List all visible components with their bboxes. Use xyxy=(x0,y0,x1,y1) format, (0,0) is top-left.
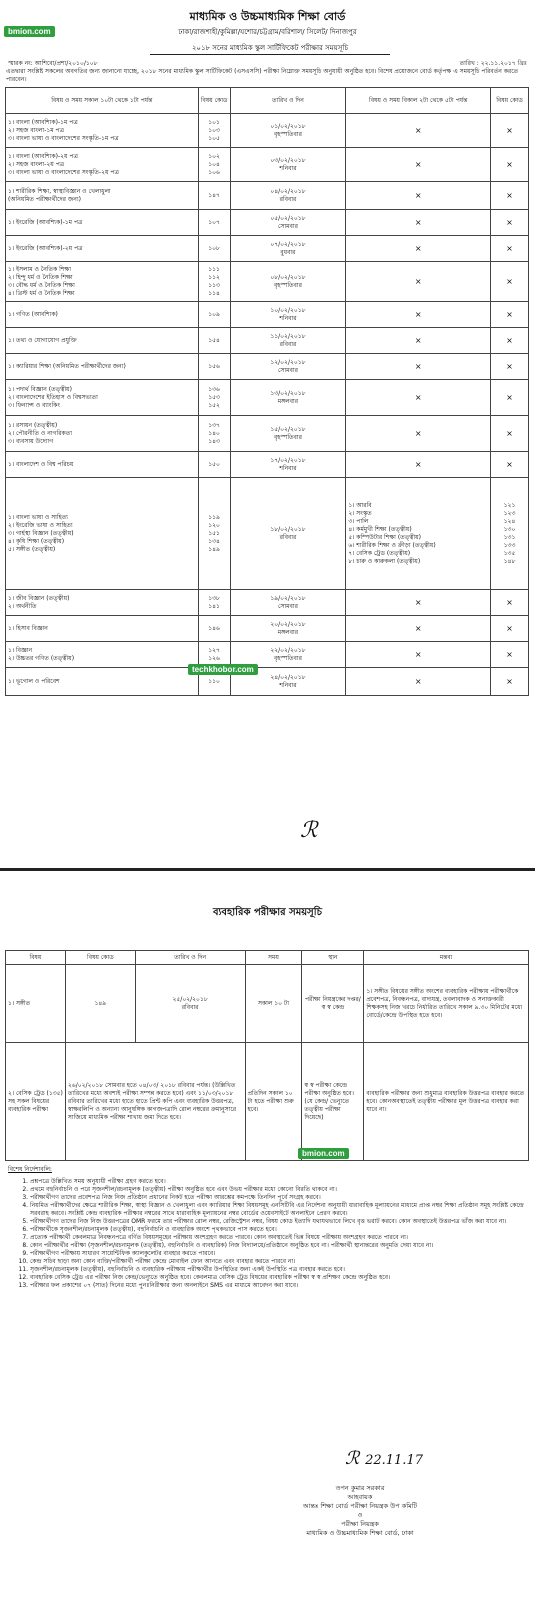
row-date: ০৪/০২/২০১৮ রবিবার xyxy=(230,182,346,210)
row-date: ০৫/০২/২০১৮ সোমবার xyxy=(230,210,346,236)
intro-paragraph: এতদ্বারা সংশ্লিষ্ট সকলের অবগতির জন্য জানানো যাচ্ছে, ২০১৮ সনের মাধ্যমিক স্কুল সার্টিফিকেট (এসএসসি) পরীক্ষা নিম্নোক্ত সময়সূচি অনুযায়ী অনুষ্ঠিত হবে। বিশেষ প্রয়োজনে বোর্ড কর্তৃপক্ষ এ সময়সূচি পরিবর্তন করতে পারবেন। xyxy=(6,68,519,83)
row-codes: ১৩৭ ১৪০ ১৪৩ xyxy=(198,416,230,452)
row-codes: ১৫৬ xyxy=(198,354,230,380)
row-codes: ১৪৭ xyxy=(198,182,230,210)
schedule-row xyxy=(6,210,529,236)
row-afternoon-subjects: × xyxy=(346,302,491,328)
header-code-2: বিষয় কোড xyxy=(491,88,529,114)
issue-date: তারিখ : ২২.১১.২০১৭ খ্রিঃ xyxy=(459,60,527,67)
header-afternoon-subject: বিষয় ও সময় বিকাল ২টা থেকে ৫টা পর্যন্ত xyxy=(346,88,491,114)
row-afternoon-codes: × xyxy=(491,452,529,478)
schedule-row xyxy=(6,236,529,262)
p-code: ১৪৯ xyxy=(65,965,135,1043)
p-header-date: তারিখ ও দিন xyxy=(135,951,245,965)
p-header-time: সময় xyxy=(245,951,302,965)
theory-schedule-table xyxy=(5,87,529,696)
note-item: 5. পরীক্ষার্থীগণ তাদের নিজ নিজ উত্তরপত্রের OMR ফরমে তার পরীক্ষার রোল নম্বর, রেজিস্ট্রেশন নম্বর, বিষয় কোড ইত্যাদি যথাযথভাবে লিখে বৃত্ত ভরাট করবে। কোন অবস্থাতেই উত্তরপত্র ভাঁজ করা যাবে না। xyxy=(30,1218,528,1226)
signatory-and: ও xyxy=(357,1511,363,1519)
note-item: 12. ব্যবহারিক বেসিক ট্রেড এর পরীক্ষা নিজ কেন্দ্র/ভেন্যুতে অনুষ্ঠিত হবে। কেবলমাত্র বেসিক ট্রেড বিষয়ের ব্যবহারিক পরীক্ষা স্ব স্ব প্রশিক্ষণ কেন্দ্রে অনুষ্ঠিত হবে। xyxy=(30,1274,528,1282)
row-afternoon-subjects: × xyxy=(346,114,491,148)
row-afternoon-subjects: × xyxy=(346,642,491,668)
note-item: 4. নিয়মিত পরীক্ষার্থীদের ক্ষেত্রে শারীরিক শিক্ষা, স্বাস্থ্য বিজ্ঞান ও খেলাধুলা এবং ক্যারিয়ার শিক্ষা বিষয়সমূহ এনসিটিবি এর নির্দেশনা অনুযায়ী ধারাবাহিক মূল্যায়নের মাধ্যমে প্রাপ্ত নম্বর শিক্ষা প্রতিষ্ঠান সমূহ সংশ্লিষ্ট কেন্দ্রে সরবরাহ করবে। সংশ্লিষ্ট কেন্দ্র ব্যবহারিক পরীক্ষার নম্বরের সাথে ধারাবাহিক মূল্যায়নের নম্বর বোর্ডের ওয়েবসাইটে অনলাইনে প্রেরণ করবে। xyxy=(30,1202,528,1218)
row-subjects: ১। বাংলা (আবশ্যিক)-১ম পত্র ২। সহজ বাংলা-১ম পত্র ৩। বাংলা ভাষা ও বাংলাদেশের সংস্কৃতি-১ম পত্র xyxy=(6,114,199,148)
schedule-row xyxy=(6,590,529,616)
note-item: 1. প্রশ্নপত্রে উল্লিখিত সময় অনুযায়ী পরীক্ষা গ্রহণ করতে হবে। xyxy=(30,1178,528,1186)
note-item: 9. পরীক্ষার্থীগণ পরীক্ষায় সাধারণ সায়েন্টিফিক ক্যালকুলেটর ব্যবহার করতে পারবে। xyxy=(30,1250,528,1258)
schedule-row xyxy=(6,262,529,302)
row-date: ১৫/০২/২০১৮ বৃহস্পতিবার xyxy=(230,416,346,452)
row-afternoon-subjects: × xyxy=(346,616,491,642)
row-subjects: ১। বিজ্ঞান ২। উচ্চতর গণিত (তত্ত্বীয়) xyxy=(6,642,199,668)
watermark-techkhobor: techkhobor.com xyxy=(188,664,258,675)
schedule-row xyxy=(6,478,529,590)
note-item: 13. পরীক্ষার ফল প্রকাশের ০৭ (সাত) দিনের মধ্যে পুনঃনিরীক্ষার জন্য অনলাইনে SMS এর মাধ্যমে আবেদন করা যাবে। xyxy=(30,1282,528,1290)
row-date: ০৩/০২/২০১৮ শনিবার xyxy=(230,148,346,182)
row-codes: ১৩৬ ১৫৩ ১৫২ xyxy=(198,380,230,416)
theory-table-body xyxy=(6,114,529,696)
note-item: 2. প্রথমে বহুনির্বাচনি ও পরে সৃজনশীল/রচনামূলক (তত্ত্বীয়) পরীক্ষা অনুষ্ঠিত হবে এবং উভয় পরীক্ষার মধ্যে কোনো বিরতি থাকবে না। xyxy=(30,1186,528,1194)
schedule-row xyxy=(6,380,529,416)
row-afternoon-subjects: × xyxy=(346,262,491,302)
row-date: ১৯/০২/২০১৮ সোমবার xyxy=(230,590,346,616)
signatory-block xyxy=(250,1484,470,1538)
row-afternoon-codes: × xyxy=(491,380,529,416)
special-instructions xyxy=(8,1166,528,1290)
schedule-row xyxy=(6,182,529,210)
row-date: ২২/০২/২০১৮ বৃহস্পতিবার xyxy=(230,642,346,668)
p-header-code: বিষয় কোড xyxy=(65,951,135,965)
row-afternoon-codes: × xyxy=(491,328,529,354)
note-item: 10. কেন্দ্র সচিব ছাড়া অন্য কোন ব্যক্তি/পরীক্ষার্থী পরীক্ষা কেন্দ্রে মোবাইল ফোন আনতে এবং ব্যবহার করতে পারবে না। xyxy=(30,1258,528,1266)
row-codes: ১২৭ ১২৬ xyxy=(198,642,230,668)
notes-title: বিশেষ নির্দেশাবলি: xyxy=(8,1166,52,1173)
row-subjects: ১। বাংলা (আবশ্যিক)-২য় পত্র ২। সহজ বাংলা-২য় পত্র ৩। বাংলা ভাষা ও বাংলাদেশের সংস্কৃতি-২য় পত্র xyxy=(6,148,199,182)
row-codes: ১৫৪ xyxy=(198,328,230,354)
schedule-row xyxy=(6,148,529,182)
row-subjects: ১। ইংরেজি (আবশ্যিক)-১ম পত্র xyxy=(6,210,199,236)
row-codes: ১৩৮ ১৪১ xyxy=(198,590,230,616)
p-header-subject: বিষয় xyxy=(6,951,66,965)
row-codes: ১০৯ xyxy=(198,302,230,328)
row-afternoon-subjects: × xyxy=(346,354,491,380)
row-afternoon-subjects: × xyxy=(346,210,491,236)
row-subjects: ১। ভূগোল ও পরিবেশ xyxy=(6,668,199,696)
row-date: ২৪/০২/২০১৮ শনিবার xyxy=(230,668,346,696)
practical-schedule-table xyxy=(5,950,529,1161)
p2-date-text: ২৬/০২/২০১৮ সোমবার হতে ০৪/০৩/ ২০১৮ রবিবার পর্যন্ত। (উল্লিখিত তারিখের মধ্যে অবশ্যই পরীক্ষা সম্পন্ন করতে হবে) এবং ১১/০৩/২০১৮ রবিবার তারিখের মধ্যে হাতে হাতে প্রিন্ট কপি এবং ব্যবহারিক উত্তরপত্র, স্বাক্ষরলিপি ও অন্যান্য আনুষঙ্গিক কাগজপত্রাদি রোল নম্বরের ক্রমানুসারে সাজিয়ে মাধ্যমিক পরীক্ষা শাখায় জমা দিতে হবে। xyxy=(65,1043,245,1161)
row-date: ১১/০২/২০১৮ রবিবার xyxy=(230,328,346,354)
practical-title: ব্যবহারিক পরীক্ষার সময়সূচি xyxy=(212,907,323,918)
p-time: সকাল ১০ টা xyxy=(245,965,302,1043)
row-codes: ১১১ ১১২ ১১৩ ১১৪ xyxy=(198,262,230,302)
note-item: 6. পরীক্ষার্থীকে সৃজনশীল/রচনামূলক (তত্ত্বীয়), বহুনির্বাচনি ও ব্যবহারিক অংশে পৃথকভাবে পাস করতে হবে। xyxy=(30,1226,528,1234)
watermark-bmion-top: bmion.com xyxy=(4,26,55,37)
row-subjects: ১। বাংলা ভাষা ও সাহিত্য ২। ইংরেজি ভাষা ও সাহিত্য ৩। গার্হস্থ্য বিজ্ঞান (তত্ত্বীয়) ৪। কৃষি শিক্ষা (তত্ত্বীয়) ৫। সঙ্গীত (তত্ত্বীয়) xyxy=(6,478,199,590)
header-date: তারিখ ও দিন xyxy=(230,88,346,114)
watermark-bmion-bottom: bmion.com xyxy=(298,1148,349,1159)
row-codes: ১১০ xyxy=(198,668,230,696)
note-item: 8. কোন পরীক্ষার্থীর পরীক্ষা (সৃজনশীল/রচনামূলক (তত্ত্বীয়), বহুনির্বাচনি ও ব্যবহারিক) নিজ বিদ্যালয়ে/প্রতিষ্ঠানে অনুষ্ঠিত হবে না। পরীক্ষার্থী স্থানান্তরের অনুমতি দেয়া যাবে না। xyxy=(30,1242,528,1250)
signatory-role4: মাধ্যমিক ও উচ্চমাধ্যমিক শিক্ষা বোর্ড, ঢাকা xyxy=(306,1529,414,1537)
row-subjects: ১। শারীরিক শিক্ষা, স্বাস্থ্যবিজ্ঞান ও খেলাধুলা (অনিয়মিত পরীক্ষার্থীদের জন্য) xyxy=(6,182,199,210)
row-afternoon-codes: × xyxy=(491,642,529,668)
header-code: বিষয় কোড xyxy=(198,88,230,114)
row-subjects: ১। গণিত (আবশ্যিক) xyxy=(6,302,199,328)
row-afternoon-codes: × xyxy=(491,210,529,236)
row-afternoon-codes: × xyxy=(491,236,529,262)
row-subjects: ১। পদার্থ বিজ্ঞান (তত্ত্বীয়) ২। বাংলাদেশের ইতিহাস ও বিশ্বসভ্যতা ৩। ফিন্যান্স ও ব্যাংকিং xyxy=(6,380,199,416)
row-afternoon-codes: × xyxy=(491,262,529,302)
row-afternoon-subjects: ১। আরবি ২। সংস্কৃত ৩। পালি ৪। কর্মমুখী শিক্ষা (তত্ত্বীয়) ৫। কম্পিউটার শিক্ষা (তত্ত্বীয়) ৬। শারীরিক শিক্ষা ও ক্রীড়া (তত্ত্বীয়) ৭। বেসিক ট্রেড (তত্ত্বীয়) ৮। চারু ও কারুকলা (তত্ত্বীয়) xyxy=(346,478,491,590)
practical-row-music xyxy=(6,965,529,1043)
row-codes: ১০৮ xyxy=(198,236,230,262)
p-header-place: স্থান xyxy=(302,951,364,965)
p-date: ২৫/০২/২০১৮ রবিবার xyxy=(135,965,245,1043)
signatory-role2: আন্তঃ শিক্ষা বোর্ড পরীক্ষা নিয়ন্ত্রক উপ কমিটি xyxy=(302,1502,418,1510)
row-afternoon-codes: × xyxy=(491,182,529,210)
row-afternoon-codes: × xyxy=(491,416,529,452)
board-title: মাধ্যমিক ও উচ্চমাধ্যমিক শিক্ষা বোর্ড xyxy=(189,10,346,23)
row-date: ০৭/০২/২০১৮ বুধবার xyxy=(230,236,346,262)
signatory-role3: পরীক্ষা নিয়ন্ত্রক xyxy=(341,1520,379,1528)
p-place: পরীক্ষা নিয়ন্ত্রকের দপ্তর/ স্ব স্ব কেন্দ্র xyxy=(302,965,364,1043)
row-date: ১৩/০২/২০১৮ মঙ্গলবার xyxy=(230,380,346,416)
row-afternoon-codes: × xyxy=(491,590,529,616)
practical-row-all xyxy=(6,1043,529,1161)
row-subjects: ১। জীব বিজ্ঞান (তত্ত্বীয়) ২। অর্থনীতি xyxy=(6,590,199,616)
note-item: 3. পরীক্ষার্থীগণ তাদের প্রবেশপত্র নিজ নিজ প্রতিষ্ঠান প্রধানের নিকট হতে পরীক্ষা আরম্ভের কমপক্ষে তিনদিন পূর্বে সংগ্রহ করবে। xyxy=(30,1194,528,1202)
row-codes: ১৪৬ xyxy=(198,616,230,642)
row-codes: ১০২ ১০৪ ১০৬ xyxy=(198,148,230,182)
note-item: 11. সৃজনশীল/রচনামূলক (তত্ত্বীয়), বহুনির্বাচনি ও ব্যবহারিক পরীক্ষায় পরীক্ষার্থীর উপস্থিতির জন্য একই উপস্থিতি পত্র ব্যবহার করতে হবে। xyxy=(30,1266,528,1274)
row-date: ২০/০২/২০১৮ মঙ্গলবার xyxy=(230,616,346,642)
signatory-role1: আহবায়ক xyxy=(347,1493,373,1501)
row-codes: ১০১ ১০৩ ১০৫ xyxy=(198,114,230,148)
row-afternoon-codes: × xyxy=(491,616,529,642)
schedule-row xyxy=(6,668,529,696)
row-afternoon-codes: ১২১ ১২৩ ১২৪ ১৩০ ১৩১ ১৩৩ ১৩৫ ১৪৮ xyxy=(491,478,529,590)
row-subjects: ১। রসায়ন (তত্ত্বীয়) ২। পৌরনীতি ও নাগরিকতা ৩। ব্যবসায় উদ্যোগ xyxy=(6,416,199,452)
p-subject: ১। সঙ্গীত xyxy=(6,965,66,1043)
row-afternoon-codes: × xyxy=(491,148,529,182)
schedule-row xyxy=(6,452,529,478)
schedule-row xyxy=(6,328,529,354)
signature-date: 22.11.17 xyxy=(365,1453,423,1468)
p-header-remarks: মন্তব্য xyxy=(364,951,529,965)
row-afternoon-subjects: × xyxy=(346,590,491,616)
row-date: ১৭/০২/২০১৮ শনিবার xyxy=(230,452,346,478)
schedule-row xyxy=(6,354,529,380)
schedule-row xyxy=(6,416,529,452)
row-date: ১০/০২/২০১৮ শনিবার xyxy=(230,302,346,328)
row-subjects: ১। ইসলাম ও নৈতিক শিক্ষা ২। হিন্দু ধর্ম ও নৈতিক শিক্ষা ৩। বৌদ্ধ ধর্ম ও নৈতিক শিক্ষা ৪। খ্রিস্ট ধর্ম ও নৈতিক শিক্ষা xyxy=(6,262,199,302)
row-afternoon-codes: × xyxy=(491,114,529,148)
signature-mark-bottom: ℛ 22.11.17 xyxy=(345,1448,423,1469)
schedule-row xyxy=(6,302,529,328)
row-afternoon-subjects: × xyxy=(346,668,491,696)
row-subjects: ১। ইংরেজি (আবশ্যিক)-২য় পত্র xyxy=(6,236,199,262)
schedule-row xyxy=(6,114,529,148)
row-afternoon-subjects: × xyxy=(346,328,491,354)
row-afternoon-subjects: × xyxy=(346,380,491,416)
row-afternoon-codes: × xyxy=(491,302,529,328)
row-subjects: ১। ক্যারিয়ার শিক্ষা (অনিয়মিত পরীক্ষার্থীদের জন্য) xyxy=(6,354,199,380)
schedule-row xyxy=(6,616,529,642)
row-subjects: ১। হিসাব বিজ্ঞান xyxy=(6,616,199,642)
row-date: ১৮/০২/২০১৮ রবিবার xyxy=(230,478,346,590)
row-subjects: ১। তথ্য ও যোগাযোগ প্রযুক্তি xyxy=(6,328,199,354)
memo-number: স্মারক নং: আশিবো/প্রশা/২০১০/১০৮ xyxy=(8,60,98,67)
signatory-name: তপন কুমার সরকার xyxy=(335,1484,385,1492)
row-afternoon-subjects: × xyxy=(346,236,491,262)
row-codes: ১০৭ xyxy=(198,210,230,236)
row-afternoon-subjects: × xyxy=(346,416,491,452)
p-remarks: ১। সঙ্গীত বিষয়ের সঙ্গীত অংশের ব্যবহারিক পরীক্ষায় পরীক্ষার্থীকে প্রবেশপত্র, নিবন্ধনপত্র, বাদ্যযন্ত্র, তবলাবাদক ও সনাক্তকারী শিক্ষকসহ নিজ খরচে নির্ধারিত তারিখে সকাল ৯.৩০ মিনিটের মধ্যে বোর্ডে/কেন্দ্রে উপস্থিত হতে হবে। xyxy=(364,965,529,1043)
row-afternoon-codes: × xyxy=(491,668,529,696)
p2-subject: ২। বেসিক ট্রেড (১৩৫) সহ সকল বিষয়ের ব্যবহারিক পরীক্ষা xyxy=(6,1043,66,1161)
header-morning-subject: বিষয় ও সময় সকাল ১০টা থেকে ১টা পর্যন্ত xyxy=(6,88,199,114)
row-subjects: ১। বাংলাদেশ ও বিশ্ব পরিচয় xyxy=(6,452,199,478)
note-item: 7. প্রত্যেক পরীক্ষার্থী কেবলমাত্র নিবন্ধনপত্রে বর্ণিত বিষয়সমূহের পরীক্ষায় অংশগ্রহণ করতে পারবে। কোন অবস্থাতেই ভিন্ন বিষয়ে পরীক্ষায় অংশগ্রহণ করতে পারবে না। xyxy=(30,1234,528,1242)
cities-line: ঢাকা/রাজশাহী/কুমিল্লা/যশোর/চট্টগ্রাম/বরিশাল/ সিলেট/ দিনাজপুর xyxy=(178,28,357,36)
row-afternoon-codes: × xyxy=(491,354,529,380)
row-codes: ১১৯ ১২০ ১৫১ ১৩৪ ১৪৯ xyxy=(198,478,230,590)
notes-list xyxy=(8,1178,528,1290)
schedule-title: ২০১৮ সনের মাধ্যমিক স্কুল সার্টিফিকেট পরীক্ষার সময়সূচি xyxy=(150,42,390,55)
row-afternoon-subjects: × xyxy=(346,182,491,210)
row-afternoon-subjects: × xyxy=(346,452,491,478)
p2-time: প্রতিদিন সকাল ১০ টা হতে পরীক্ষা শুরু হবে। xyxy=(245,1043,302,1161)
page-divider xyxy=(0,868,535,871)
schedule-row xyxy=(6,642,529,668)
p2-remarks: ব্যবহারিক পরীক্ষার জন্য শুধুমাত্র ব্যবহারিক উত্তরপত্র ব্যবহার করতে হবে। কোনঅবস্থাতেই তত্ত্বীয় পরীক্ষার মূল উত্তরপত্র ব্যবহার করা যাবে না। xyxy=(364,1043,529,1161)
p2-place: স্ব স্ব পরীক্ষা কেন্দ্রে পরীক্ষা অনুষ্ঠিত হবে। (যে কেন্দ্র/ ভেন্যুতে তত্ত্বীয় পরীক্ষা দিয়েছে) xyxy=(302,1043,364,1161)
row-date: ০১/০২/২০১৮ বৃহস্পতিবার xyxy=(230,114,346,148)
signature-mark-top: ℛ xyxy=(300,818,318,843)
row-codes: ১৫০ xyxy=(198,452,230,478)
row-date: ১২/০২/২০১৮ সোমবার xyxy=(230,354,346,380)
row-afternoon-subjects: × xyxy=(346,148,491,182)
row-date: ০৮/০২/২০১৮ বৃহস্পতিবার xyxy=(230,262,346,302)
